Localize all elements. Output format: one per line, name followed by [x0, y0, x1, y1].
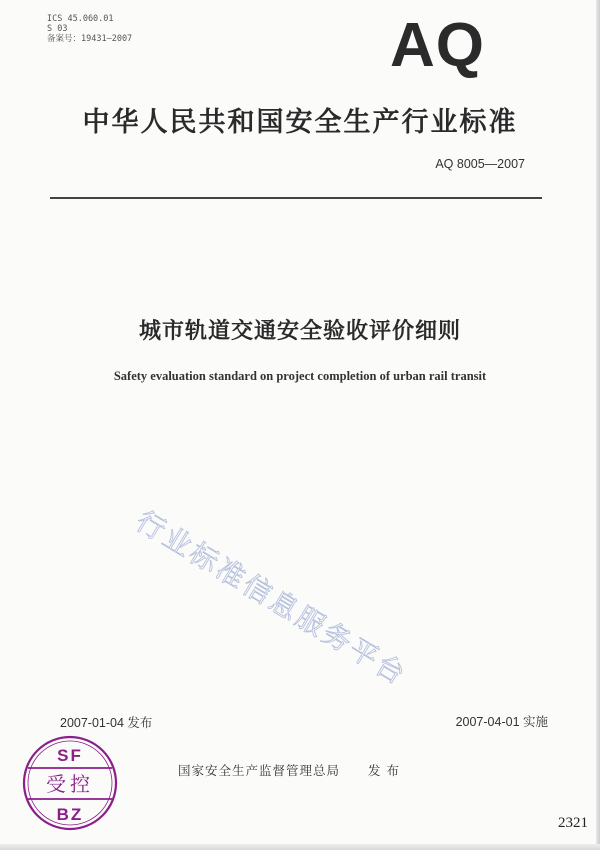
header-divider [50, 197, 542, 199]
scan-edge-bottom [0, 844, 600, 850]
stamp-bottom-text: BZ [56, 805, 84, 824]
issue-date: 2007-01-04 发布 [60, 716, 153, 730]
issuer-name: 国家安全生产监督管理总局 [178, 763, 341, 778]
record-number: 备案号：19431—2007 [47, 34, 133, 44]
document-title: 城市轨道交通安全验收评价细则 [138, 319, 461, 344]
standard-title: 中华人民共和国安全生产行业标准 [82, 107, 518, 138]
page-number: 2321 [558, 815, 588, 831]
classification-block [47, 14, 132, 44]
stamp-top-text: SF [57, 746, 83, 765]
scan-edge-right [596, 0, 600, 850]
issuer-verb: 发 布 [368, 763, 400, 778]
document-title-english: Safety evaluation standard on project completion of urban rail transit [113, 369, 487, 383]
stamp-middle-text: 受控 [46, 772, 94, 796]
issuer-line [178, 761, 400, 779]
aq-logo: AQ [390, 11, 485, 80]
ics-code: ICS 45.060.01 [47, 14, 114, 24]
watermark-text: 行业标准信息服务平台 [130, 504, 414, 693]
implementation-date: 2007-04-01 实施 [455, 715, 548, 729]
controlled-stamp [20, 733, 120, 833]
ccs-code: S 03 [47, 24, 68, 34]
standard-number: AQ 8005—2007 [435, 157, 525, 171]
